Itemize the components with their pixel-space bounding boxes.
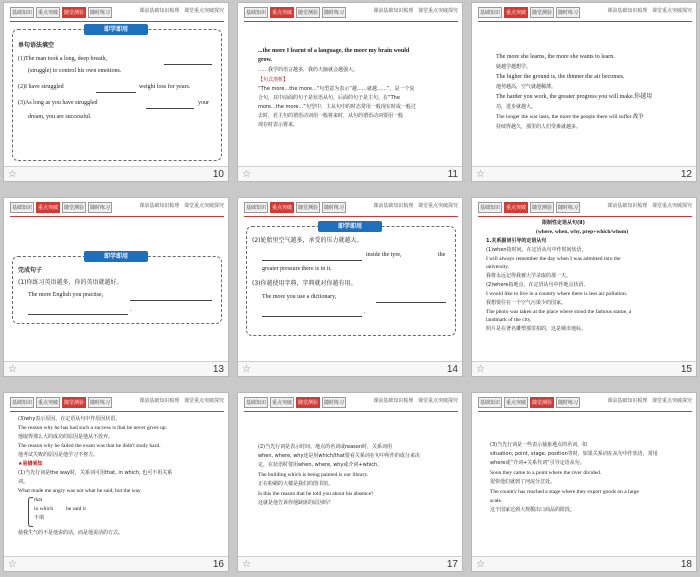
tab[interactable]: 随时练习	[88, 397, 112, 408]
header-link[interactable]: 课堂重点突破探究	[183, 203, 224, 209]
text-line: (3)why表示原因，在定语从句中作原因状语。	[18, 416, 121, 422]
text-line: 现在时表示将来。	[258, 122, 299, 128]
text-line: scale.	[490, 498, 503, 504]
tab-active[interactable]: 随堂测验	[62, 7, 86, 18]
slide-footer	[4, 556, 229, 572]
header-links	[139, 397, 224, 406]
page-number: 14	[446, 364, 458, 375]
text-line: (1)当先行词是the way时，关系词可用that, in which, 也可不用关系	[18, 470, 173, 476]
slide-thumbnail[interactable]	[3, 392, 229, 572]
text-line: 词。	[18, 479, 29, 485]
header-links	[139, 7, 224, 16]
text-line: (1)你练习英语越多，你的英语就越好。	[18, 279, 123, 286]
slide-thumbnail[interactable]	[471, 2, 697, 182]
header-link[interactable]: 课前基础知识梳理	[373, 8, 414, 14]
text-line: 照片是在著名雕塑那里拍的，这是城市地标。	[486, 326, 587, 332]
text-line: I would like to live in a country where there is less air pollution.	[486, 291, 628, 297]
text-line: The higher the ground is, the thinner the air becomes.	[496, 74, 625, 80]
tab[interactable]: 随时练习	[556, 202, 580, 213]
text-line: (2)当先行词是表示时间、地点的名词或reason时，关系词用	[258, 444, 393, 450]
text-line: 使我生气的不是他说的话，而是他说话的方式。	[18, 530, 124, 536]
page-number: 10	[212, 169, 224, 180]
text-line: The more English you practise,	[28, 292, 104, 298]
text-line: (struggle) to control his own emotions.	[28, 68, 122, 74]
text-line: 这就是他告诉你他缺席的原因吗？	[258, 500, 334, 506]
section-banner: 即学即用	[84, 251, 148, 262]
header-link[interactable]: 课前基础知识梳理	[607, 398, 648, 404]
header-link[interactable]: 课堂重点突破探究	[417, 8, 458, 14]
tab[interactable]: 随时练习	[88, 7, 112, 18]
tab[interactable]: 随时练习	[88, 202, 112, 213]
text-line: .	[130, 307, 132, 313]
tab[interactable]: 基础知识	[244, 202, 268, 213]
slide-face	[238, 3, 463, 166]
tab-active[interactable]: 随堂测验	[62, 397, 86, 408]
text-line: situation, point, stage, position等时，如果关系词在从句中作状语，常用	[490, 451, 658, 457]
tab[interactable]: 重点突破	[36, 397, 60, 408]
header-link[interactable]: 课前基础知识梳理	[373, 398, 414, 404]
text-line: (2)轮胎里空气越多，承受的压力就越大。	[252, 237, 363, 244]
text-line: The more you use a dictionary,	[262, 294, 337, 300]
header-divider	[244, 21, 458, 22]
star-icon[interactable]: ☆	[8, 364, 17, 375]
text-line: inside the tyre,	[366, 252, 402, 258]
text-line: Soon they came to a point where the river divided.	[490, 470, 602, 476]
text-line: 功，进步就越大。	[496, 104, 537, 110]
text-line: .	[364, 309, 366, 315]
tab[interactable]: 随时练习	[556, 7, 580, 18]
answer-blank[interactable]	[262, 260, 362, 261]
header-link[interactable]: 课前基础知识梳理	[607, 203, 648, 209]
text-line: 这个国家达到大规模出口商品的阶段。	[490, 507, 576, 513]
slide-thumbnail[interactable]	[471, 392, 697, 572]
header-divider	[244, 216, 458, 217]
header-link[interactable]: 课堂重点突破探究	[417, 398, 458, 404]
header-link[interactable]: 课堂重点突破探究	[651, 8, 692, 14]
text-line: (1)when指时间，在定语从句中作时间状语。	[486, 247, 587, 253]
tab[interactable]: 重点突破	[36, 7, 60, 18]
header-link[interactable]: 课堂重点突破探究	[651, 203, 692, 209]
text-line: 我想要住在一个空气污染少的国家。	[486, 300, 567, 306]
text-line: (where, when, why, prep+which/whom)	[536, 229, 629, 235]
text-line: The photo was taken at the place where stood the famous statue, a	[486, 309, 632, 315]
header-links	[607, 7, 692, 16]
header-link[interactable]: 课堂重点突破探究	[417, 203, 458, 209]
text-line: 她越学越想学。	[496, 64, 532, 70]
text-line: where或“介词+关系代词”引导定语从句。	[490, 460, 585, 466]
slide-footer	[472, 556, 697, 572]
text-line: 他取得那么大的成功的原因是他从不放弃。	[18, 434, 114, 440]
tab[interactable]: 基础知识	[244, 7, 268, 18]
slide-thumbnail[interactable]	[237, 197, 463, 377]
tab[interactable]: 随堂测验	[530, 202, 554, 213]
slide-face	[4, 198, 229, 361]
star-icon[interactable]: ☆	[242, 559, 251, 570]
header-divider	[478, 411, 692, 412]
tab-active[interactable]: 重点突破	[504, 202, 528, 213]
answer-blank[interactable]	[146, 108, 194, 109]
star-icon[interactable]: ☆	[242, 364, 251, 375]
tab[interactable]: 随堂测验	[296, 7, 320, 18]
slide-face	[472, 198, 697, 361]
header-divider	[478, 216, 692, 217]
tab[interactable]: 随堂测验	[296, 202, 320, 213]
text-line: (2)I have struggled	[18, 84, 64, 90]
text-line: when, where, why还是用which/that要看关系词在句中所作的成分来决	[258, 453, 420, 459]
text-line: 很快他们就到了河流分岔处。	[490, 479, 556, 485]
page-number: 17	[446, 559, 458, 570]
slide-footer	[238, 166, 463, 182]
text-line: 他考试失败的原因是他学习不努力。	[18, 452, 99, 458]
answer-blank[interactable]	[262, 316, 362, 317]
page-number: 15	[680, 364, 692, 375]
tab-active[interactable]: 随堂测验	[530, 397, 554, 408]
tab[interactable]: 重点突破	[270, 397, 294, 408]
star-icon[interactable]: ☆	[242, 169, 251, 180]
star-icon[interactable]: ☆	[8, 169, 17, 180]
tab[interactable]: 随时练习	[556, 397, 580, 408]
header-links	[139, 202, 224, 211]
text-line: The reason why he failed the exam was that he didn't study hard.	[18, 443, 161, 449]
text-line: the	[438, 252, 446, 258]
text-line: weight loss for years.	[139, 84, 191, 90]
exercise-title: 完成句子	[18, 267, 43, 274]
option-text: that	[34, 497, 43, 503]
page-number: 18	[680, 559, 692, 570]
slide-thumbnail[interactable]	[237, 392, 463, 572]
tab-active[interactable]: 重点突破	[504, 7, 528, 18]
exercise-title: 单句语法填空	[18, 42, 55, 49]
header-link[interactable]: 课堂重点突破探究	[183, 398, 224, 404]
slide-thumbnail[interactable]	[3, 2, 229, 182]
section-banner: 即学即用	[84, 24, 148, 35]
slide-thumbnail[interactable]	[3, 197, 229, 377]
text-line: The harder you work, the greater progress you will make.你越用	[496, 94, 653, 100]
star-icon[interactable]: ☆	[476, 169, 485, 180]
slide-footer	[4, 361, 229, 377]
text-line: (3)As long as you have struggled	[18, 100, 98, 106]
header-link[interactable]: 课前基础知识梳理	[373, 203, 414, 209]
text-line: ……我学的语言越多，我的大脑就会越强大。	[258, 67, 359, 73]
text-line: more...the more...”句型中，主从句中的时态常用一般现在时或一般过	[258, 104, 416, 110]
text-line: 限制性定语从句(Ⅱ)	[542, 220, 585, 226]
answer-blank[interactable]	[376, 302, 446, 303]
header-divider	[244, 411, 458, 412]
text-line: (2)where指地点，在定语从句中作地点状语。	[486, 282, 589, 288]
tab[interactable]: 基础知识	[478, 397, 502, 408]
page-number: 11	[447, 169, 458, 180]
text-line: 我将永远记得我被大学录取的那一天。	[486, 273, 572, 279]
text-line: your	[198, 100, 209, 106]
star-icon[interactable]: ☆	[8, 559, 17, 570]
answer-blank[interactable]	[130, 300, 212, 301]
option-text: in which	[34, 506, 54, 512]
page-number: 12	[680, 169, 692, 180]
text-line: The reason why he has had such a success is that he never gives up.	[18, 425, 167, 431]
slide-footer	[472, 361, 697, 377]
tab[interactable]: 随堂测验	[530, 7, 554, 18]
text-line: “The more...the more...”句型意为表示“越……就越……”，是一个复	[258, 86, 415, 92]
text-line: The longer the war lasts, the more the people there will suffer.战争	[496, 114, 644, 120]
tab[interactable]: 基础知识	[10, 202, 34, 213]
text-line: (3)你越使用字典，字典就对你越有用。	[252, 280, 357, 287]
text-line: 持续得越久，那里的人们受难就越多。	[496, 124, 582, 130]
tab-active[interactable]: 随堂测验	[296, 397, 320, 408]
text-line: 1.关系副词引导的定语从句	[486, 238, 547, 244]
tab[interactable]: 随堂测验	[62, 202, 86, 213]
text-line: I will always remember the day when I was admitted into the	[486, 256, 621, 262]
option-text: 不填	[34, 515, 45, 521]
header-links	[373, 397, 458, 406]
tab[interactable]: 基础知识	[244, 397, 268, 408]
text-line: (3)当先行词是一些表示抽象地点的名词，如	[490, 442, 588, 448]
header-divider	[478, 21, 692, 22]
text-line: greater pressure there is in it.	[262, 266, 332, 272]
text-line: (1)The man took a long, deep breath,	[18, 56, 107, 62]
text-line: 地势越高，空气就越稀薄。	[496, 84, 557, 90]
tab[interactable]: 基础知识	[10, 397, 34, 408]
text-line: grow.	[258, 57, 273, 63]
text-line: he said it	[66, 506, 86, 512]
text-line: landmark of the city.	[486, 317, 532, 323]
star-icon[interactable]: ☆	[476, 364, 485, 375]
tab-active[interactable]: 重点突破	[270, 7, 294, 18]
tab[interactable]: 基础知识	[10, 7, 34, 18]
header-link[interactable]: 课前基础知识梳理	[139, 203, 180, 209]
slide-footer	[238, 556, 463, 572]
section-banner: 即学即用	[318, 221, 382, 232]
option-bracket	[28, 497, 33, 527]
header-divider	[10, 411, 224, 412]
header-link[interactable]: 课前基础知识梳理	[139, 8, 180, 14]
slide-footer	[238, 361, 463, 377]
header-link[interactable]: 课堂重点突破探究	[651, 398, 692, 404]
text-line: ★易错须知	[18, 461, 43, 467]
answer-blank[interactable]	[164, 64, 212, 65]
slide-face	[472, 3, 697, 166]
answer-blank[interactable]	[96, 92, 136, 93]
text-line: ...the more I learnt of a language, the more my brain would	[258, 48, 410, 54]
text-line: The country has reached a stage where they export goods on a large	[490, 489, 639, 495]
slide-face	[238, 393, 463, 556]
text-line: university.	[486, 264, 510, 270]
header-links	[373, 7, 458, 16]
tab[interactable]: 重点突破	[504, 397, 528, 408]
text-line: The building which is being painted is our library.	[258, 472, 369, 478]
text-line: The more she learns, the more she wants to learn.	[496, 54, 615, 60]
tab[interactable]: 随时练习	[322, 7, 346, 18]
slide-face	[4, 3, 229, 166]
text-line: 定，在状语时要用when, where, why或介词+which。	[258, 462, 383, 468]
tab[interactable]: 基础知识	[478, 7, 502, 18]
text-line: 合句，其中前面的句子是状语从句，后面的句子是主句。在“The	[258, 95, 400, 101]
header-link[interactable]: 课堂重点突破探究	[183, 8, 224, 14]
header-links	[607, 202, 692, 211]
slide-face	[4, 393, 229, 556]
slide-face	[472, 393, 697, 556]
tab[interactable]: 随时练习	[322, 202, 346, 213]
slide-footer	[4, 166, 229, 182]
header-divider	[10, 21, 224, 22]
text-line: Is this the reason that he told you about his absence?	[258, 491, 374, 497]
page-number: 13	[212, 364, 224, 375]
slide-thumbnail[interactable]	[237, 2, 463, 182]
text-line: dream, you are successful.	[28, 114, 92, 120]
tab[interactable]: 基础知识	[478, 202, 502, 213]
header-link[interactable]: 课前基础知识梳理	[607, 8, 648, 14]
header-divider	[10, 216, 224, 217]
header-link[interactable]: 课前基础知识梳理	[139, 398, 180, 404]
text-line: 正在粉刷的大楼是我们的图书馆。	[258, 481, 334, 487]
tab-active[interactable]: 重点突破	[270, 202, 294, 213]
header-links	[373, 202, 458, 211]
slide-footer	[472, 166, 697, 182]
text-line: 【句式剖析】	[258, 77, 289, 83]
text-line: 去时，若主句的谓语动词用一般将来时，从句的谓语动词要用一般	[258, 113, 404, 119]
answer-blank[interactable]	[28, 314, 128, 315]
slide-thumbnail[interactable]	[471, 197, 697, 377]
star-icon[interactable]: ☆	[476, 559, 485, 570]
tab-active[interactable]: 重点突破	[36, 202, 60, 213]
header-links	[607, 397, 692, 406]
slide-face	[238, 198, 463, 361]
text-line: What made me angry was not what he said, but the way	[18, 488, 141, 494]
tab[interactable]: 随时练习	[322, 397, 346, 408]
page-number: 16	[212, 559, 224, 570]
